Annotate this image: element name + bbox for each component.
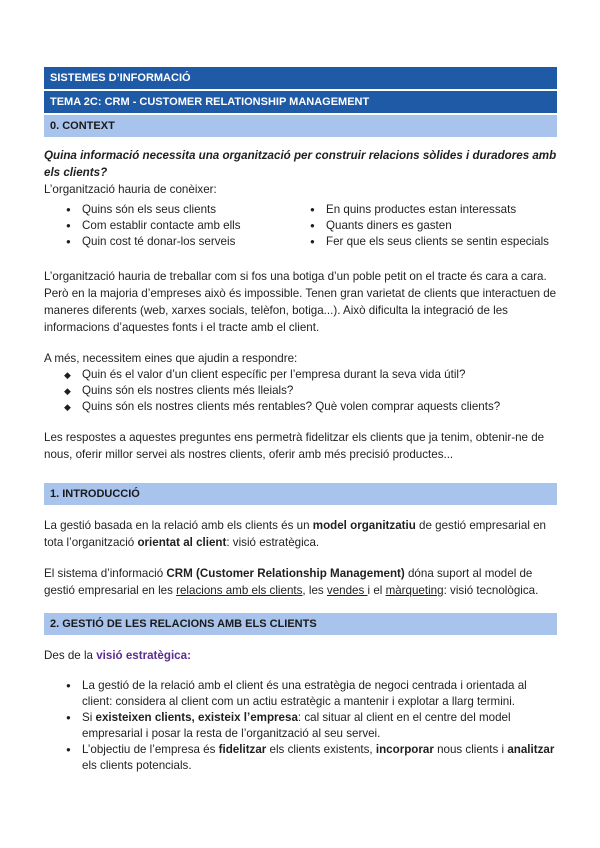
list-item: ● Fer que els seus clients se sentin especials: [288, 234, 549, 250]
context-paragraph-1: L’organització hauria de treballar com si fos una botiga d’un poble petit on el tracte és cara a cara. Però en la majoria d’empreses això és impossible. Tenen gran varietat de clients que interactuen de maneres diferents (web, xarxes socials, telèfon, botiga...). Això dificulta la integració de les informacions d’aquestes fonts i el tracte amb el client.: [44, 270, 557, 334]
knowledge-list-col1: [44, 202, 288, 250]
list-item: ● L’objectiu de l’empresa és fidelitzar els clients existents, incorporar nous clients i analitzar els clients potencials.: [44, 742, 557, 774]
questions-list: [44, 367, 557, 415]
intro-paragraph-1: La gestió basada en la relació amb els clients és un model organitzatiu de gestió empresarial en tota l’organització orientat al client: visió estratègica.: [44, 519, 547, 549]
context-question: Quina informació necessita una organització per construir relacions sòlides i duradores amb els clients?: [44, 149, 557, 179]
list-item: ● Com establir contacte amb ells: [44, 218, 288, 234]
section-heading-relations: 2. GESTIÓ DE LES RELACIONS AMB ELS CLIENTS: [44, 613, 557, 635]
section-heading-context: 0. CONTEXT: [44, 115, 557, 137]
list-item: ● La gestió de la relació amb el client és una estratègia de negoci centrada i orientada al client: considera al client com un actiu estratègic a mantenir i explotar a llarg termini.: [44, 678, 557, 710]
topic-title-band: TEMA 2C: CRM - CUSTOMER RELATIONSHIP MANAGEMENT: [44, 91, 557, 113]
course-title-band: SISTEMES D’INFORMACIÓ: [44, 67, 557, 89]
relations-list: [44, 678, 557, 774]
knowledge-list: [44, 202, 557, 250]
list-item: ● Quants diners es gasten: [288, 218, 549, 234]
knowledge-list-col2: [288, 202, 549, 250]
intro-paragraph-2: El sistema d’informació CRM (Customer Relationship Management) dóna suport al model de gestió empresarial en les relacions amb els clients, les vendes i el màrqueting: visió tecnològica.: [44, 567, 539, 597]
document-page: [44, 67, 557, 774]
context-paragraph-3: Les respostes a aquestes preguntes ens permetrà fidelitzar els clients que ja tenim, obtenir-ne de nous, oferir millor servei als nostres clients, oferir amb més precisió productes...: [44, 431, 545, 461]
context-paragraph-2: A més, necessitem eines que ajudin a respondre:: [44, 352, 298, 365]
list-item: ◆ Quins són els nostres clients més rentables? Què volen comprar aquests clients?: [44, 399, 557, 415]
list-item: ● Si existeixen clients, existeix l’empresa: cal situar al client en el centre del model empresarial i posar la resta de l’organització al seu servei.: [44, 710, 557, 742]
list-item: ● Quins són els seus clients: [44, 202, 288, 218]
relations-lead: Des de la visió estratègica:: [44, 649, 191, 662]
section-heading-introduction: 1. INTRODUCCIÓ: [44, 483, 557, 505]
list-item: ● En quins productes estan interessats: [288, 202, 549, 218]
context-intro: L’organització hauria de conèixer:: [44, 183, 217, 196]
list-item: ◆ Quin és el valor d’un client específic per l’empresa durant la seva vida útil?: [44, 367, 557, 383]
list-item: ◆ Quins són els nostres clients més lleials?: [44, 383, 557, 399]
list-item: ● Quin cost té donar-los serveis: [44, 234, 288, 250]
